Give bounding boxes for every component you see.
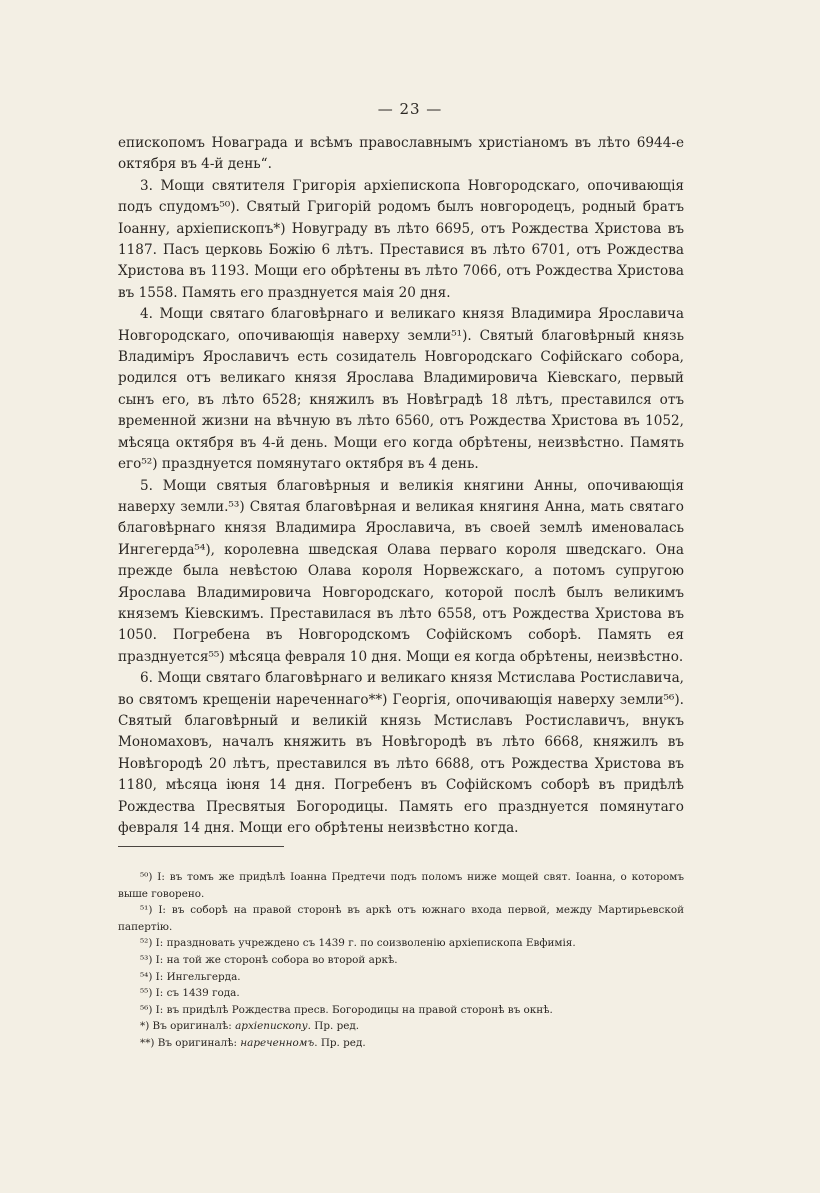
footnote-53: ⁵³) I: на той же сторонѣ собора во второй аркѣ. [140, 953, 398, 966]
footnote-55: ⁵⁵) I: съ 1439 года. [140, 987, 240, 1000]
paragraph-item-5: 5. Мощи святыя благовѣрныя и великія княгини Анны, опочивающія наверху земли.⁵³) Святая благовѣрная и великая княгиня Анна, мать святаго благовѣрнаго князя Владимира Ярославича, въ своей землѣ именовалась Ингегерда⁵⁴), королевна шведская Олава перваго короля шведскаго. Она прежде была невѣстою Олава короля Норвежскаго, а потомъ супругою Ярослава Владимировича Новгородскаго, которой послѣ былъ великимъ княземъ Кіевскимъ. Преставилася въ лѣто 6558, отъ Рождества Христова въ 1050. Погребена въ Новгородскомъ Софійскомъ соборѣ. Память ея празднуется⁵⁵) мѣсяца февраля 10 дня. Мощи ея когда обрѣтены, неизвѣстно. [118, 477, 684, 665]
paragraph-continuation: епископомъ Новаграда и всѣмъ православнымъ христіаномъ въ лѣто 6944-е октября въ 4-й день“. [118, 135, 684, 173]
footnote-52: ⁵²) I: праздновать учреждено съ 1439 г. по соизволенію архіепископа Евфимія. [140, 937, 576, 950]
paragraph-item-3: 3. Мощи святителя Григорія архіепископа Новгородскаго, опочивающія подъ спудомъ⁵⁰). Святый Григорій родомъ былъ новгородецъ, родный братъ Іоанну, архіепископъ*) Новуграду въ лѣто 6695, отъ Рождества Христова въ 1187. Пасъ церковь Божію 6 лѣтъ. Преставися въ лѣто 6701, отъ Рождества Христова въ 1193. Мощи его обрѣтены въ лѣто 7066, отъ Рождества Христова въ 1558. Память его празднуется маія 20 дня. [118, 177, 684, 301]
editor-note-2 [118, 1035, 684, 1052]
footnote-56: ⁵⁶) I: въ придѣлѣ Рождества пресв. Богородицы на правой сторонѣ въ окнѣ. [140, 1003, 553, 1016]
editor-note-1-marker: *) Въ оригиналѣ: [140, 1020, 236, 1033]
footnotes [118, 869, 684, 1052]
footnote-51: ⁵¹) I: въ соборѣ на правой сторонѣ въ аркѣ отъ южнаго входа первой, между Мартирьевской папертію. [118, 904, 684, 933]
editor-note-1 [118, 1018, 684, 1035]
main-text [118, 133, 684, 839]
footnote-divider [118, 846, 284, 847]
footnote-50: ⁵⁰) I: въ томъ же придѣлѣ Іоанна Предтечи подъ поломъ ниже мощей свят. Іоанна, о которомъ выше говорено. [118, 871, 684, 900]
paragraph-item-6: 6. Мощи святаго благовѣрнаго и великаго князя Мстислава Ростиславича, во святомъ крещеніи нареченнаго**) Георгія, опочивающія наверху земли⁵⁶). Святый благовѣрный и великій князь Мстиславъ Ростиславичъ, внукъ Мономаховъ, началъ княжить въ Новѣгородѣ въ лѣто 6668, княжилъ въ Новѣгородѣ 20 лѣтъ, преставился въ лѣто 6688, отъ Рождества Христова въ 1180, мѣсяца іюня 14 дня. Погребенъ въ Софійскомъ соборѣ въ придѣлѣ Рождества Пресвятыя Богородицы. Память его празднуется помянутаго февраля 14 дня. Мощи его обрѣтены неизвѣстно когда. [118, 670, 684, 836]
editor-note-2-word: нареченномъ [240, 1036, 315, 1049]
page-number: — 23 — [377, 100, 443, 118]
editor-note-1-tail: . Пр. ред. [307, 1020, 360, 1033]
editor-note-2-tail: . Пр. ред. [314, 1036, 366, 1049]
footnote-54: ⁵⁴) I: Ингельгерда. [140, 970, 241, 983]
editor-note-1-word: архіепископу [235, 1020, 308, 1033]
paragraph-item-4: 4. Мощи святаго благовѣрнаго и великаго князя Владимира Ярославича Новгородскаго, опочивающія наверху земли⁵¹). Святый благовѣрный князь Владиміръ Ярославичъ есть созидатель Новгородскаго Софійскаго собора, родился отъ великаго князя Ярослава Владимировича Кіевскаго, первый сынъ его, въ лѣто 6528; княжилъ въ Новѣградѣ 18 лѣтъ, преставился отъ временной жизни на вѣчную въ лѣто 6560, отъ Рождества Христова въ 1052, мѣсяца октября въ 4-й день. Мощи его когда обрѣтены, неизвѣстно. Память его⁵²) празднуется помянутаго октября въ 4 день. [118, 306, 684, 473]
editor-note-2-marker: **) Въ оригиналѣ: [140, 1036, 241, 1049]
